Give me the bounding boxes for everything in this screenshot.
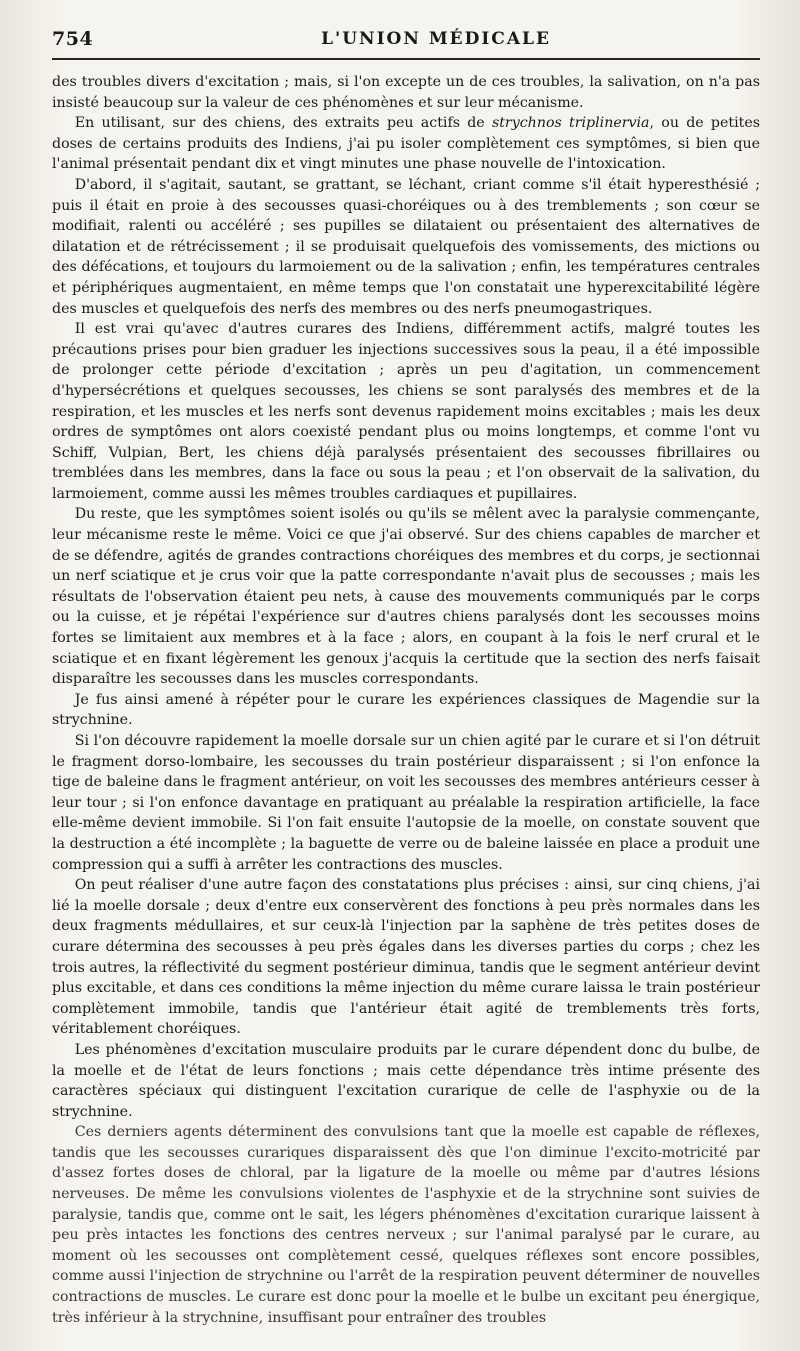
paragraph: Il est vrai qu'avec d'autres curares des Indiens, différemment actifs, malgré toutes les précautions prises pour bien graduer les injections successives sous la peau, il a été impossible de prolonger cette période d'excitation ; après un peu d'agitation, un commencement d'hypersécrétions et quelques secousses, les chiens se sont paralysés des membres et de la respiration, et les muscles et les nerfs sont devenus rapidement moins excitables ; mais les deux ordres de symptômes ont alors coexisté pendant plus ou moins longtemps, et comme l'ont vu Schiff, Vulpian, Bert, les chiens déjà paralysés présentaient des secousses fibrillaires ou tremblées dans les membres, dans la face ou sous la peau ; et l'on observait de la salivation, du larmoiement, comme aussi les mêmes troubles cardiaques et pupillaires. <box>52 321 760 502</box>
article-body <box>52 72 760 1328</box>
paragraph: Je fus ainsi amené à répéter pour le curare les expériences classiques de Magendie sur la strychnine. <box>52 691 760 729</box>
page-header <box>52 18 760 60</box>
paragraph: Du reste, que les symptômes soient isolés ou qu'ils se mêlent avec la paralysie commençante, leur mécanisme reste le même. Voici ce que j'ai observé. Sur des chiens capables de marcher et de se défendre, agités de grandes contractions choréiques des membres et du corps, je sectionnai un nerf sciatique et je crus voir que la patte correspondante n'avait plus de secousses ; mais les résultats de l'observation étaient peu nets, à cause des mouvements communiqués par le corps ou la cuisse, et je répétai l'expérience sur d'autres chiens paralysés dont les secousses moins fortes se limitaient aux membres et à la face ; alors, en coupant à la fois le nerf crural et le sciatique et en fixant légèrement les genoux j'acquis la certitude que la section des nerfs faisait disparaître les secousses dans les muscles correspondants. <box>52 506 760 688</box>
species-name: strychnos triplinervia <box>491 115 650 132</box>
paragraph: On peut réaliser d'une autre façon des constatations plus précises : ainsi, sur cinq chiens, j'ai lié la moelle dorsale ; deux d'entre eux conservèrent des fonctions à peu près normales dans les deux fragments médullaires, et sur ceux-là l'injection par la saphène de très petites doses de curare détermina des secousses à peu près égales dans les diverses parties du corps ; chez les trois autres, la réflectivité du segment postérieur diminua, tandis que le segment antérieur devint plus excitable, et dans ces conditions la même injection du même curare laissa le train postérieur complètement immobile, tandis que l'antérieur était agité de tremblements très forts, véritablement choréiques. <box>52 877 760 1038</box>
paragraph: Les phénomènes d'excitation musculaire produits par le curare dépendent donc du bulbe, de la moelle et de l'état de leurs fonctions ; mais cette dépendance très intime présente des caractères spéciaux qui distinguent l'excitation curarique de celle de l'asphyxie ou de la strychnine. <box>52 1041 760 1120</box>
paragraph: Si l'on découvre rapidement la moelle dorsale sur un chien agité par le curare et si l'on détruit le fragment dorso-lombaire, les secousses du train postérieur disparaissent ; si l'on enfonce la tige de baleine dans le fragment antérieur, on voit les secousses des membres antérieurs cesser à leur tour ; si l'on enfonce davantage en pratiquant au préalable la respiration artificielle, la face elle-même devient immobile. Si l'on fait ensuite l'autopsie de la moelle, on constate souvent que la destruction a été incomplète ; la baguette de verre ou de baleine laissée en place a produit une compression qui a suffi à arrêter les contractions des muscles. <box>52 733 760 873</box>
journal-title: L'UNION MÉDICALE <box>321 29 551 49</box>
page-number: 754 <box>52 28 94 50</box>
paragraph: des troubles divers d'excitation ; mais, si l'on excepte un de ces troubles, la salivation, on n'a pas insisté beaucoup sur la valeur de ces phénomènes et sur leur mécanisme. <box>52 74 760 111</box>
paragraph: En utilisant, sur des chiens, des extraits peu actifs de strychnos triplinervia, ou de petites doses de certains produits des Indiens, j'ai pu isoler complètement ces symptômes, si bien que l'animal présentait pendant dix et vingt minutes une phase nouvelle de l'intoxication. <box>52 115 761 173</box>
paragraph: Ces derniers agents déterminent des convulsions tant que la moelle est capable de réflexes, tandis que les secousses curariques disparaissent dès que l'on diminue l'excito-motricité par d'assez fortes doses de chloral, par la ligature de la moelle ou même par d'autres lésions nerveuses. De même les convulsions violentes de l'asphyxie et de la strychnine sont suivies de paralysie, tandis que, comme ont le sait, les légers phénomènes d'excitation curarique laissent à peu près intactes les fonctions des centres nerveux ; sur l'animal paralysé par le curare, au moment où les secousses ont complètement cessé, quelques réflexes sont encore possibles, comme aussi l'injection de strychnine ou l'arrêt de la respiration peuvent déterminer de nouvelles contractions de muscles. Le curare est donc pour la moelle et le bulbe un excitant peu énergique, très inférieur à la strychnine, insuffisant pour entraîner des troubles <box>52 1124 760 1326</box>
paragraph: D'abord, il s'agitait, sautant, se grattant, se léchant, criant comme s'il était hyperesthésié ; puis il était en proie à des secousses quasi-choréiques ou à des tremblements ; son cœur se modifiait, ralenti ou accéléré ; ses pupilles se dilataient ou présentaient des alternatives de dilatation et de rétrécissement ; il se produisait quelquefois des vomissements, des mictions ou des défécations, et toujours du larmoiement ou de la salivation ; enfin, les températures centrales et périphériques augmentaient, en même temps que l'on constatait une hyperexcitabilité légère des muscles et quelquefois des nerfs des membres ou des nerfs pneumogastriques. <box>52 176 760 317</box>
